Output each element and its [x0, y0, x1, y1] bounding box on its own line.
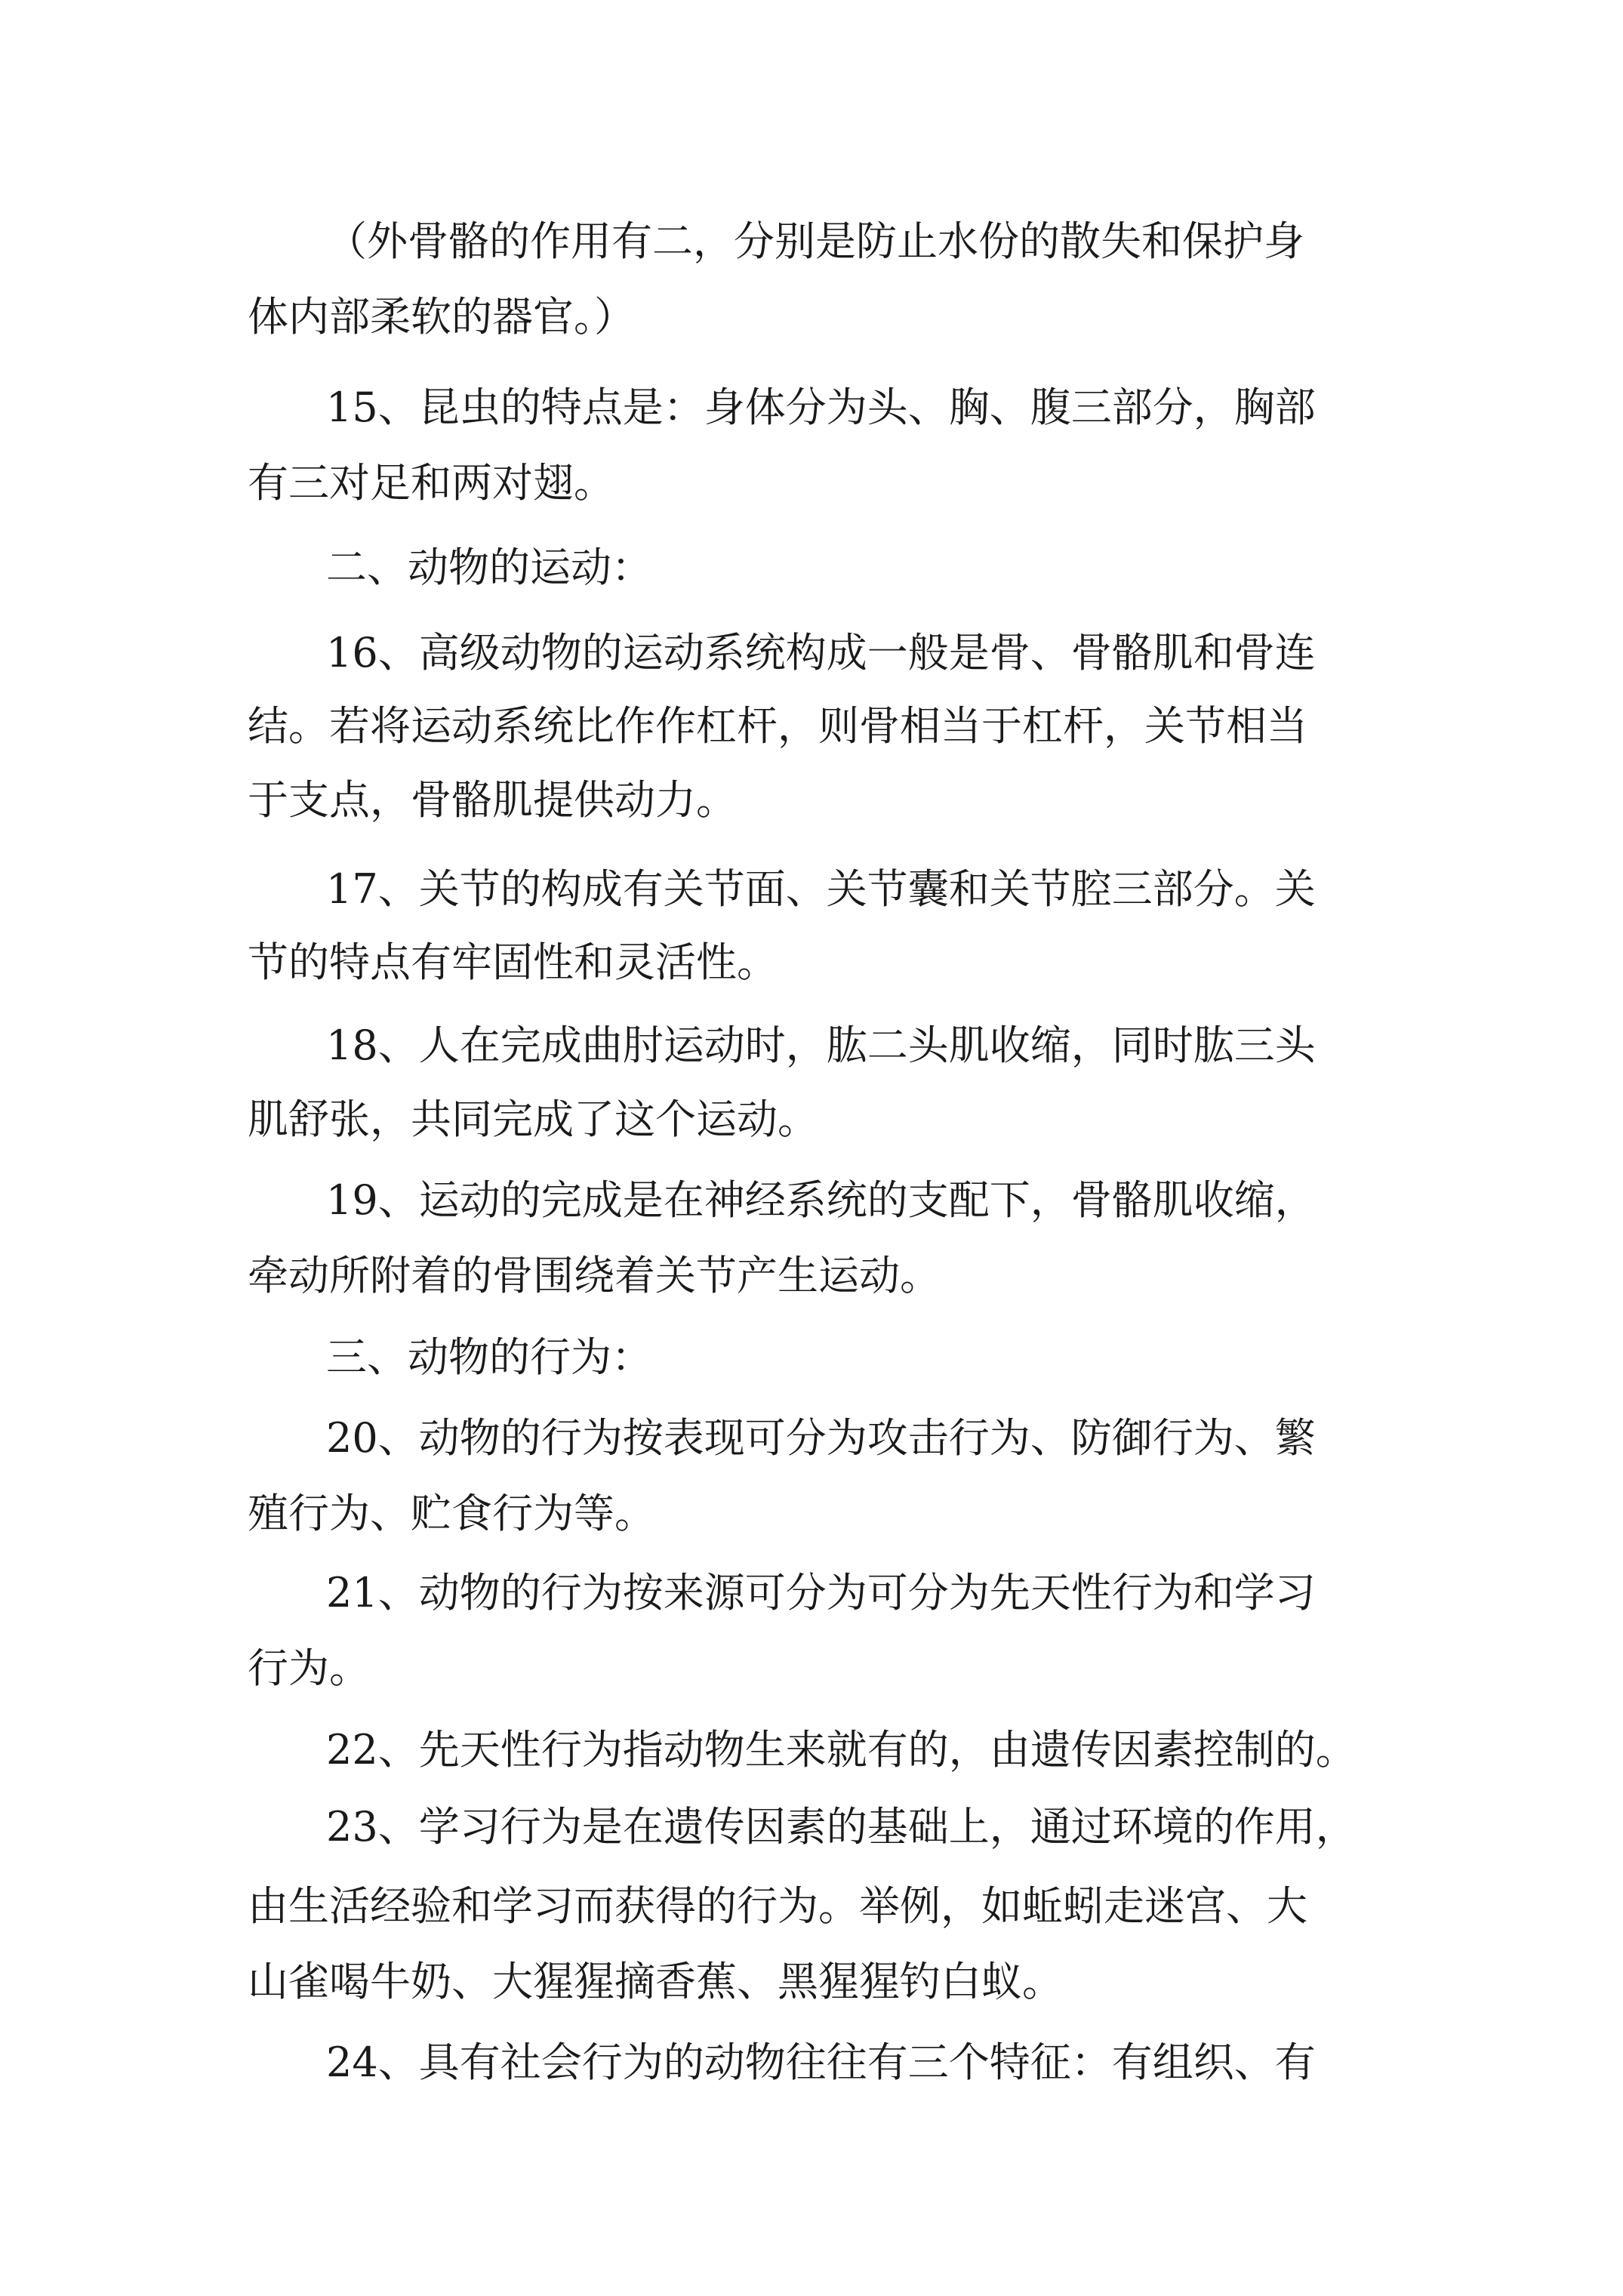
item-19-line-1: 19、运动的完成是在神经系统的支配下，骨骼肌收缩， — [326, 1176, 1316, 1224]
item-16-line-1: 16、高级动物的运动系统构成一般是骨、骨骼肌和骨连 — [326, 629, 1316, 676]
item-24-line-1: 24、具有社会行为的动物往往有三个特征：有组织、有 — [326, 2039, 1316, 2086]
item-22-line-1: 22、先天性行为指动物生来就有的，由遗传因素控制的。 — [326, 1726, 1357, 1774]
item-15-line-2: 有三对足和两对翅。 — [248, 459, 614, 507]
item-19-line-2: 牵动所附着的骨围绕着关节产生运动。 — [248, 1252, 941, 1299]
item-23-line-1: 23、学习行为是在遗传因素的基础上，通过环境的作用， — [326, 1803, 1357, 1851]
item-17-line-2: 节的特点有牢固性和灵活性。 — [248, 938, 778, 986]
section-heading-2: 二、动物的运动： — [326, 544, 652, 591]
item-21-line-2: 行为。 — [248, 1644, 370, 1692]
item-16-line-3: 于支点，骨骼肌提供动力。 — [248, 776, 737, 824]
text-line-1: （外骨骼的作用有二，分别是防止水份的散失和保护身 — [326, 217, 1304, 265]
item-18-line-1: 18、人在完成曲肘运动时，肱二头肌收缩，同时肱三头 — [326, 1022, 1316, 1069]
item-17-line-1: 17、关节的构成有关节面、关节囊和关节腔三部分。关 — [326, 865, 1316, 913]
item-23-line-2: 由生活经验和学习而获得的行为。举例，如蚯蚓走迷宫、大 — [248, 1882, 1307, 1930]
item-20-line-2: 殖行为、贮食行为等。 — [248, 1490, 655, 1537]
section-heading-3: 三、动物的行为： — [326, 1333, 652, 1381]
item-15-line-1: 15、昆虫的特点是：身体分为头、胸、腹三部分，胸部 — [326, 384, 1316, 431]
item-18-line-2: 肌舒张，共同完成了这个运动。 — [248, 1096, 818, 1143]
item-23-line-3: 山雀喝牛奶、大猩猩摘香蕉、黑猩猩钓白蚁。 — [248, 1958, 1063, 2005]
text-line-2: 体内部柔软的器官。） — [248, 293, 635, 341]
item-20-line-1: 20、动物的行为按表现可分为攻击行为、防御行为、繁 — [326, 1414, 1316, 1462]
item-16-line-2: 结。若将运动系统比作作杠杆，则骨相当于杠杆，关节相当 — [248, 702, 1307, 750]
item-21-line-1: 21、动物的行为按来源可分为可分为先天性行为和学习 — [326, 1569, 1316, 1616]
